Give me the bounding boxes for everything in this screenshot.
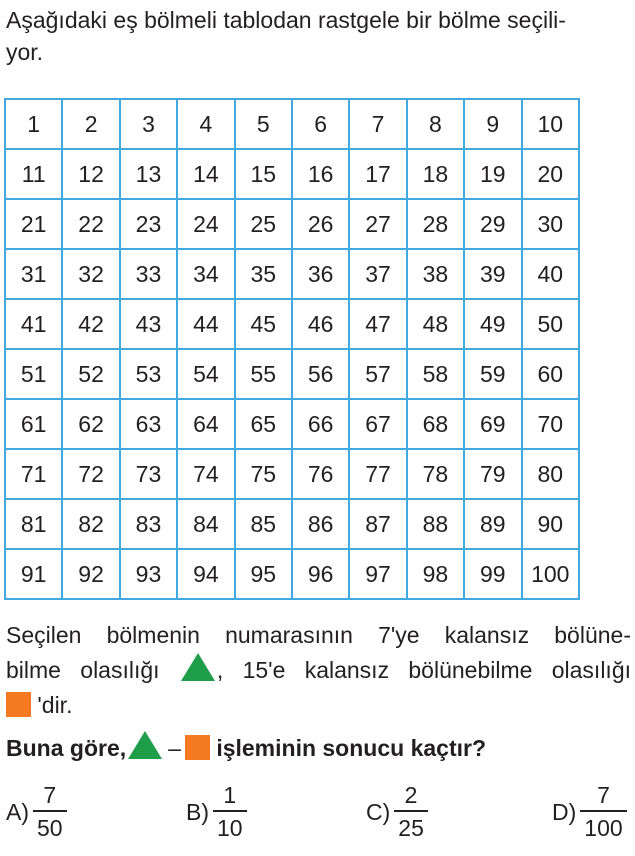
grid-cell: 40 [522, 249, 579, 299]
paragraph-line-3-text: 'dir. [37, 692, 73, 718]
grid-cell: 30 [522, 199, 579, 249]
grid-cell: 17 [349, 149, 406, 199]
minus-sign: – [168, 735, 181, 761]
grid-cell: 43 [120, 299, 177, 349]
option-letter: C) [366, 798, 391, 825]
grid-cell: 67 [349, 399, 406, 449]
grid-row [5, 499, 579, 549]
grid-cell: 41 [5, 299, 62, 349]
grid-cell: 34 [177, 249, 234, 299]
grid-cell: 23 [120, 199, 177, 249]
grid-cell: 62 [62, 399, 119, 449]
grid-cell: 15 [235, 149, 292, 199]
grid-cell: 85 [235, 499, 292, 549]
number-grid [4, 98, 580, 600]
grid-cell: 44 [177, 299, 234, 349]
grid-cell: 36 [292, 249, 349, 299]
grid-cell: 54 [177, 349, 234, 399]
grid-row [5, 349, 579, 399]
option-d[interactable] [552, 780, 627, 844]
grid-cell: 6 [292, 99, 349, 149]
option-a[interactable] [6, 780, 67, 844]
grid-cell: 74 [177, 449, 234, 499]
grid-cell: 70 [522, 399, 579, 449]
grid-cell: 22 [62, 199, 119, 249]
grid-cell: 32 [62, 249, 119, 299]
grid-cell: 39 [464, 249, 521, 299]
grid-cell: 27 [349, 199, 406, 249]
fraction-numerator: 2 [404, 782, 418, 808]
grid-cell: 48 [407, 299, 464, 349]
paragraph-line-2-end: , 15'e kalansız bölünebilme olasılığı [216, 657, 632, 683]
grid-cell: 38 [407, 249, 464, 299]
option-fraction [580, 780, 626, 844]
grid-cell: 79 [464, 449, 521, 499]
grid-cell: 63 [120, 399, 177, 449]
grid-cell: 89 [464, 499, 521, 549]
grid-cell: 58 [407, 349, 464, 399]
grid-cell: 4 [177, 99, 234, 149]
grid-cell: 84 [177, 499, 234, 549]
paragraph-line-1: Seçilen bölmenin numarasının 7'ye kalansız bölüne- [6, 622, 631, 648]
grid-cell: 46 [292, 299, 349, 349]
question-suffix: işleminin sonucu kaçtır? [216, 735, 486, 761]
grid-cell: 68 [407, 399, 464, 449]
grid-cell: 80 [522, 449, 579, 499]
grid-row [5, 249, 579, 299]
grid-cell: 18 [407, 149, 464, 199]
grid-row [5, 449, 579, 499]
grid-cell: 94 [177, 549, 234, 599]
intro-line-1: Aşağıdaki eş bölmeli tablodan rastgele bir bölme seçili- [6, 7, 566, 33]
grid-cell: 45 [235, 299, 292, 349]
grid-cell: 51 [5, 349, 62, 399]
grid-cell: 97 [349, 549, 406, 599]
grid-cell: 55 [235, 349, 292, 399]
grid-cell: 53 [120, 349, 177, 399]
grid-cell: 88 [407, 499, 464, 549]
grid-cell: 71 [5, 449, 62, 499]
grid-cell: 83 [120, 499, 177, 549]
orange-square-icon [185, 735, 210, 760]
grid-cell: 64 [177, 399, 234, 449]
grid-row [5, 549, 579, 599]
grid-cell: 16 [292, 149, 349, 199]
grid-cell: 95 [235, 549, 292, 599]
grid-cell: 37 [349, 249, 406, 299]
grid-cell: 5 [235, 99, 292, 149]
grid-cell: 99 [464, 549, 521, 599]
grid-cell: 8 [407, 99, 464, 149]
grid-cell: 26 [292, 199, 349, 249]
intro-text [6, 4, 631, 68]
grid-cell: 78 [407, 449, 464, 499]
grid-cell: 20 [522, 149, 579, 199]
option-letter: B) [186, 798, 209, 825]
grid-cell: 72 [62, 449, 119, 499]
grid-row [5, 199, 579, 249]
option-b[interactable] [186, 780, 247, 844]
grid-cell: 2 [62, 99, 119, 149]
problem-paragraph [6, 618, 631, 723]
grid-cell: 24 [177, 199, 234, 249]
grid-cell: 60 [522, 349, 579, 399]
green-triangle-icon [128, 731, 162, 759]
grid-cell: 66 [292, 399, 349, 449]
paragraph-line-3 [6, 688, 631, 723]
grid-cell: 19 [464, 149, 521, 199]
option-letter: D) [552, 798, 577, 825]
grid-cell: 47 [349, 299, 406, 349]
fraction-numerator: 1 [223, 782, 237, 808]
grid-cell: 86 [292, 499, 349, 549]
orange-square-icon [6, 692, 31, 717]
grid-cell: 56 [292, 349, 349, 399]
grid-cell: 61 [5, 399, 62, 449]
fraction-denominator: 25 [398, 815, 424, 841]
grid-cell: 7 [349, 99, 406, 149]
grid-cell: 100 [522, 549, 579, 599]
grid-cell: 87 [349, 499, 406, 549]
option-c[interactable] [366, 780, 428, 844]
grid-cell: 42 [62, 299, 119, 349]
fraction-denominator: 50 [37, 815, 63, 841]
grid-cell: 10 [522, 99, 579, 149]
fraction-denominator: 100 [584, 815, 623, 841]
grid-cell: 75 [235, 449, 292, 499]
grid-cell: 28 [407, 199, 464, 249]
paragraph-line-2-start: bilme olasılığı [6, 657, 160, 683]
grid-cell: 82 [62, 499, 119, 549]
question-prefix: Buna göre, [6, 735, 127, 761]
intro-line-2: yor. [6, 39, 44, 65]
grid-cell: 81 [5, 499, 62, 549]
grid-cell: 52 [62, 349, 119, 399]
grid-cell: 92 [62, 549, 119, 599]
option-fraction [33, 780, 67, 844]
grid-cell: 21 [5, 199, 62, 249]
grid-cell: 91 [5, 549, 62, 599]
grid-cell: 90 [522, 499, 579, 549]
grid-row [5, 99, 579, 149]
grid-cell: 49 [464, 299, 521, 349]
grid-cell: 11 [5, 149, 62, 199]
grid-cell: 59 [464, 349, 521, 399]
grid-cell: 69 [464, 399, 521, 449]
question-text [6, 728, 631, 768]
fraction-numerator: 7 [43, 782, 57, 808]
grid-cell: 1 [5, 99, 62, 149]
grid-cell: 77 [349, 449, 406, 499]
grid-cell: 93 [120, 549, 177, 599]
grid-cell: 25 [235, 199, 292, 249]
grid-cell: 98 [407, 549, 464, 599]
paragraph-line-2 [6, 653, 631, 688]
grid-cell: 14 [177, 149, 234, 199]
answer-options [0, 780, 635, 850]
grid-cell: 57 [349, 349, 406, 399]
grid-row [5, 149, 579, 199]
grid-cell: 29 [464, 199, 521, 249]
grid-cell: 73 [120, 449, 177, 499]
grid-cell: 3 [120, 99, 177, 149]
grid-cell: 13 [120, 149, 177, 199]
grid-cell: 96 [292, 549, 349, 599]
grid-cell: 31 [5, 249, 62, 299]
grid-cell: 65 [235, 399, 292, 449]
grid-cell: 50 [522, 299, 579, 349]
grid-row [5, 299, 579, 349]
grid-cell: 35 [235, 249, 292, 299]
fraction-denominator: 10 [217, 815, 243, 841]
grid-row [5, 399, 579, 449]
option-fraction [213, 780, 247, 844]
green-triangle-icon [181, 653, 215, 681]
grid-cell: 76 [292, 449, 349, 499]
grid-cell: 33 [120, 249, 177, 299]
option-fraction [394, 780, 428, 844]
fraction-numerator: 7 [597, 782, 610, 808]
grid-cell: 9 [464, 99, 521, 149]
option-letter: A) [6, 798, 29, 825]
grid-cell: 12 [62, 149, 119, 199]
